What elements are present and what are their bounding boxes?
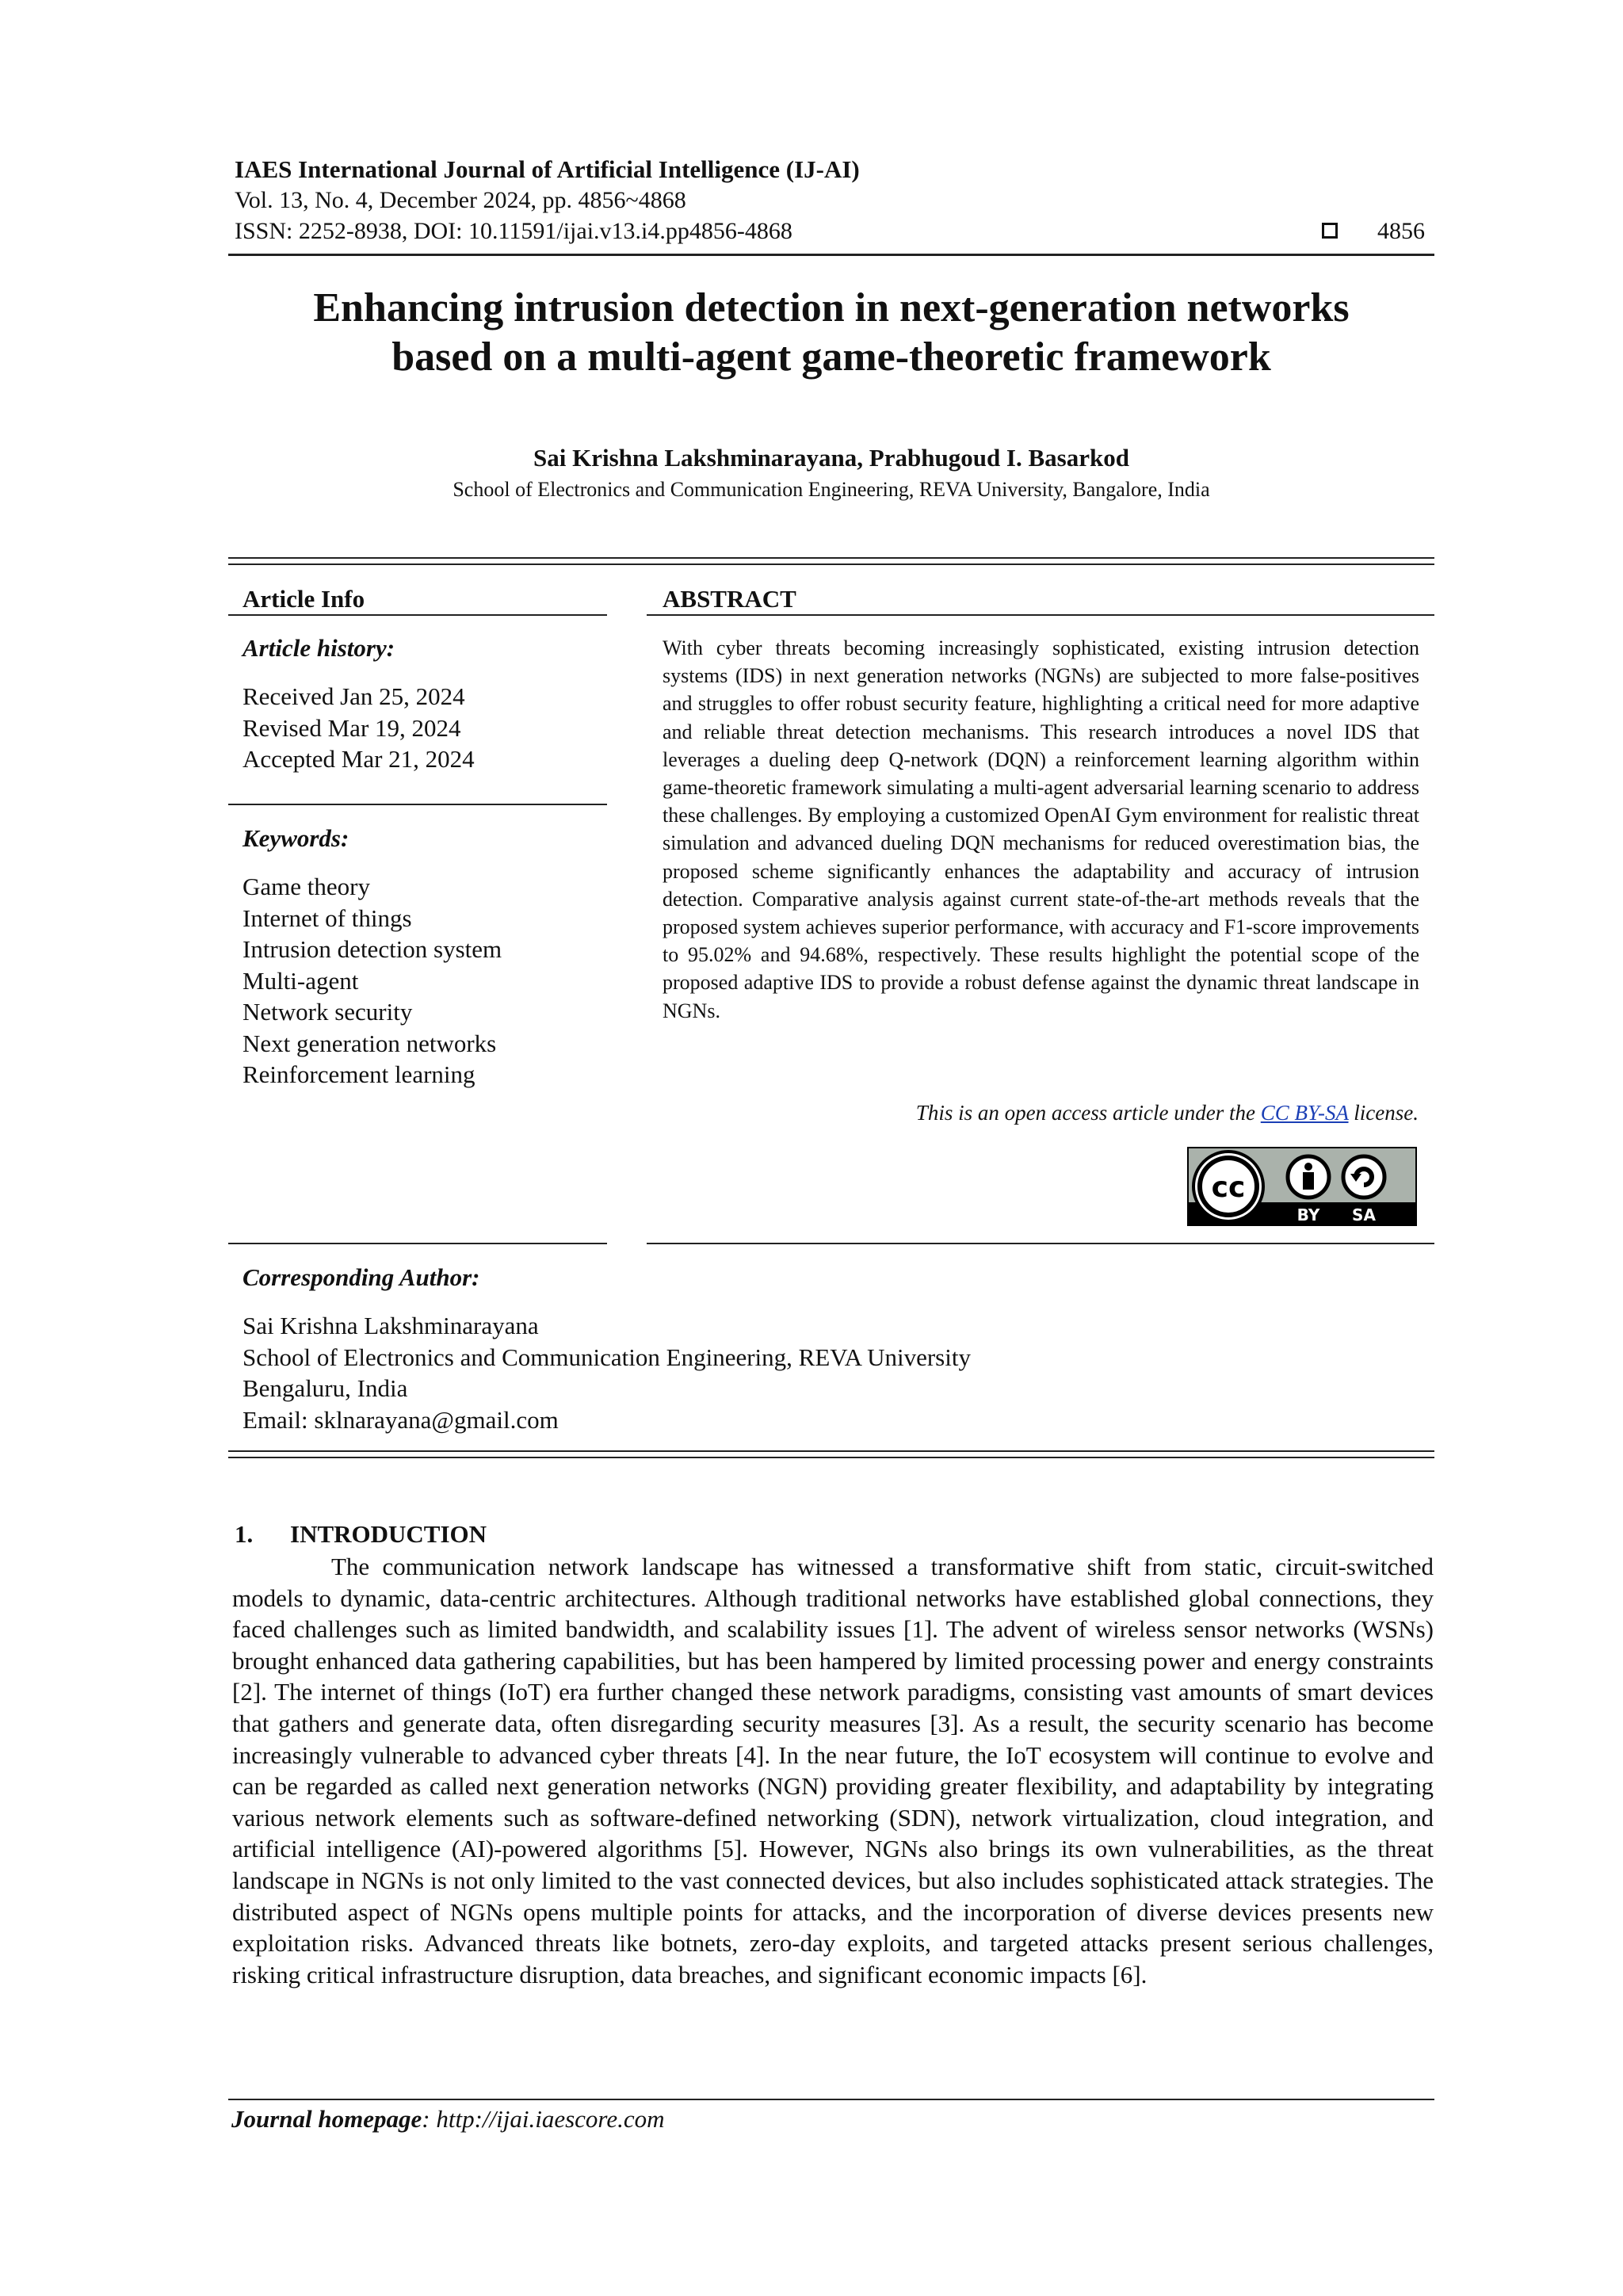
introduction-paragraph: The communication network landscape has witnessed a transformative shift from static, circuit-switched models to dynamic, data-centric architectures. Although traditional networks have established global connections, they faced challenges such as limited bandwidth, and scalability issues [1]. The advent of wireless sensor networks (WSNs) brought enhanced data gathering capabilities, but has been hampered by limited processing power and energy constraints [2]. The internet of things (IoT) era further changed these network paradigms, consisting vast amounts of smart devices that gathers and generate data, often disregarding security measures [3]. As a result, the security scenario has become increasingly vulnerable to advanced cyber threats [4]. In the near future, the IoT ecosystem will continue to evolve and can be regarded as called next generation networks (NGN) providing greater flexibility, and adaptability by integrating various network elements such as software-defined networking (SDN), network virtualization, cloud integration, and artificial intelligence (AI)-powered algorithms [5]. However, NGNs also brings its own vulnerabilities, as the threat landscape in NGNs is not only limited to the vast connected devices, but also includes sophisticated attack strategies. The distributed aspect of NGNs opens multiple points for attacks, and the incorporation of diverse devices presents new exploitation risks. Advanced threats like botnets, zero-day exploits, and targeted attacks present serious challenges, risking critical infrastructure disruption, data breaches, and significant economic impacts [6]. [232, 1553, 1434, 1988]
journal-volume-line: Vol. 13, No. 4, December 2024, pp. 4856~4868 [235, 187, 686, 213]
corresponding-author-email: Email: sklnarayana@gmail.com [242, 1405, 559, 1434]
history-revised: Revised Mar 19, 2024 [242, 713, 461, 742]
paper-title [228, 284, 1434, 382]
corresponding-author-block [242, 1310, 971, 1435]
footer-rule [228, 2099, 1434, 2100]
journal-homepage-label: Journal homepage [231, 2105, 422, 2133]
license-prefix: This is an open access article under the [915, 1101, 1261, 1125]
section-number: 1. [235, 1520, 254, 1548]
corresponding-bottom-rule [228, 1450, 1434, 1452]
section-heading-introduction [235, 1520, 487, 1549]
journal-homepage-sep: : [422, 2105, 437, 2133]
journal-title: IAES International Journal of Artificial Intelligence (IJ-AI) [235, 155, 860, 183]
corresponding-author-school: School of Electronics and Communication Engineering, REVA University [242, 1343, 971, 1371]
article-info-top-rule-2 [228, 563, 1434, 565]
article-history-list [242, 681, 475, 775]
article-info-bottom-rule [228, 1243, 607, 1244]
keywords-list [242, 871, 502, 1091]
badge-by-label: BY [1296, 1205, 1320, 1224]
history-accepted: Accepted Mar 21, 2024 [242, 745, 475, 773]
journal-issn-line: ISSN: 2252-8938, DOI: 10.11591/ijai.v13.i4.pp4856-4868 [235, 218, 792, 244]
abstract-rule [647, 614, 1434, 616]
history-received: Received Jan 25, 2024 [242, 682, 465, 710]
journal-homepage [231, 2105, 665, 2134]
keyword-item: Reinforcement learning [242, 1060, 475, 1088]
keyword-item: Intrusion detection system [242, 935, 502, 963]
section-title: INTRODUCTION [290, 1520, 487, 1548]
article-info-top-rule [228, 557, 1434, 559]
keyword-item: Internet of things [242, 904, 412, 932]
paper-title-line-1: Enhancing intrusion detection in next-generation networks [313, 285, 1350, 330]
journal-homepage-url[interactable]: http://ijai.iaescore.com [436, 2105, 665, 2133]
keyword-item: Game theory [242, 873, 370, 900]
article-info-rule [228, 614, 607, 616]
corresponding-author-name: Sai Krishna Lakshminarayana [242, 1312, 539, 1339]
affiliation: School of Electronics and Communication Engineering, REVA University, Bangalore, India [453, 478, 1210, 501]
author-list: Sai Krishna Lakshminarayana, Prabhugoud I. Basarkod [533, 444, 1129, 472]
header-rule [228, 254, 1434, 256]
keywords-heading: Keywords: [242, 824, 349, 852]
badge-sa-label: SA [1352, 1205, 1376, 1224]
article-history-heading: Article history: [242, 634, 395, 662]
abstract-heading: ABSTRACT [663, 585, 796, 613]
keyword-item: Multi-agent [242, 966, 359, 995]
checkbox-square-icon [1322, 223, 1338, 239]
corresponding-author-city: Bengaluru, India [242, 1374, 408, 1402]
page-number: 4856 [1377, 218, 1425, 244]
abstract-text: With cyber threats becoming increasingly sophisticated, existing intrusion detection systems (IDS) in next generation networks (NGNs) are subjected to more false-positives and struggles to offer robust security feature, highlighting a critical need for more adaptive and reliable threat detection mechanisms. This research introduces a novel IDS that leverages a dueling deep Q-network (DQN) a reinforcement learning algorithm within game-theoretic framework simulating a multi-agent adversarial learning scenario to address these challenges. By employing a customized OpenAI Gym environment for realistic threat simulation and advanced dueling DQN mechanisms for reduced overestimation bias, the proposed scheme significantly enhances the adaptability and accuracy of intrusion detection. Comparative analysis against current state-of-the-art methods reveals that the proposed system achieves superior performance, with accuracy and F1-score improvements to 95.02% and 94.68%, respectively. These results highlight the potential scope of the proposed adaptive IDS to provide a robust defense against the dynamic threat landscape in NGNs. [663, 636, 1419, 1022]
article-info-heading: Article Info [242, 585, 365, 613]
keyword-item: Network security [242, 998, 413, 1026]
license-note [916, 1101, 1419, 1125]
license-link[interactable]: CC BY-SA [1260, 1101, 1349, 1125]
keyword-item: Next generation networks [242, 1029, 497, 1057]
paper-title-line-2: based on a multi-agent game-theoretic framework [391, 334, 1271, 380]
svg-text:cc: cc [1211, 1171, 1246, 1204]
keywords-top-rule [228, 804, 607, 805]
corresponding-author-heading: Corresponding Author: [242, 1263, 480, 1291]
abstract-bottom-rule [647, 1243, 1434, 1244]
cc-by-sa-icon[interactable] [1187, 1147, 1417, 1226]
corresponding-bottom-rule-2 [228, 1457, 1434, 1458]
license-suffix: license. [1348, 1101, 1419, 1125]
